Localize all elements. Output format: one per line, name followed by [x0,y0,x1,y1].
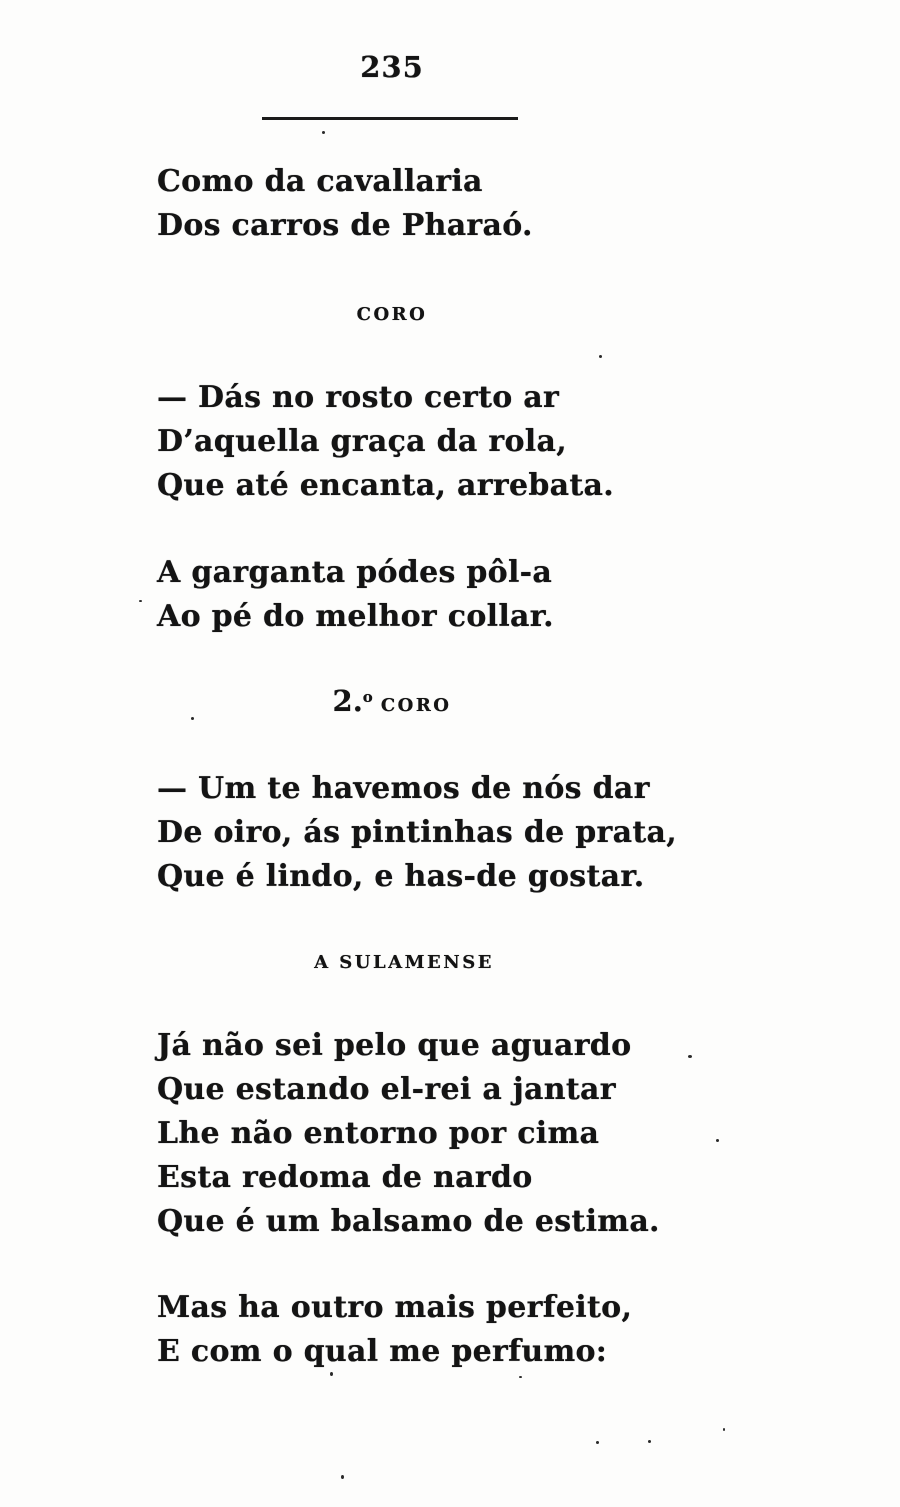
stanza [157,1286,632,1374]
scan-speckle [648,1440,651,1443]
scan-speckle [716,1139,719,1142]
section-heading-sulamense: A SULAMENSE [314,952,494,973]
poem-line: Que é lindo, e has-de gostar. [157,859,645,894]
scan-speckle [688,1055,692,1058]
poem-line: D’aquella graça da rola, [157,424,567,459]
poem-line: E com o qual me perfumo: [157,1334,608,1369]
poem-line: Dos carros de Pharaó. [157,208,533,243]
stanza [157,376,614,508]
scan-speckle [330,1372,333,1376]
scan-speckle [596,1441,599,1444]
poem-line: — Um te havemos de nós dar [157,771,650,806]
section-heading-coro: CORO [356,304,428,325]
header-rule [262,117,518,120]
scan-speckle [139,600,142,602]
page-number: 235 [360,50,424,84]
scan-speckle [723,1428,725,1431]
poem-line: Que até encanta, arrebata. [157,468,614,503]
scan-speckle [341,1475,344,1479]
stanza [157,160,533,248]
heading-ordinal: o [362,688,373,706]
poem-line: Que estando el-rei a jantar [157,1072,616,1107]
scan-speckle [191,717,194,720]
poem-line: Esta redoma de nardo [157,1160,533,1195]
heading-number: 2. [332,684,363,718]
poem-line: Ao pé do melhor collar. [157,599,554,634]
section-heading-segundo-coro [130,684,654,718]
poem-line: Que é um balsamo de estima. [157,1204,660,1239]
poem-line: Já não sei pelo que aguardo [157,1028,632,1063]
poem-line: De oiro, ás pintinhas de prata, [157,815,678,850]
poem-line: A garganta pódes pôl-a [157,555,553,590]
heading-label: CORO [380,695,452,716]
poem-line: Como da cavallaria [157,164,483,199]
scan-speckle [599,355,602,358]
stanza [157,1024,660,1244]
poem-line: Lhe não entorno por cima [157,1116,600,1151]
poem-line: — Dás no rosto certo ar [157,380,560,415]
scan-speckle [519,1376,522,1378]
stanza [157,551,554,639]
poem-line: Mas ha outro mais perfeito, [157,1290,633,1325]
scan-speckle [322,131,325,134]
stanza [157,767,677,899]
